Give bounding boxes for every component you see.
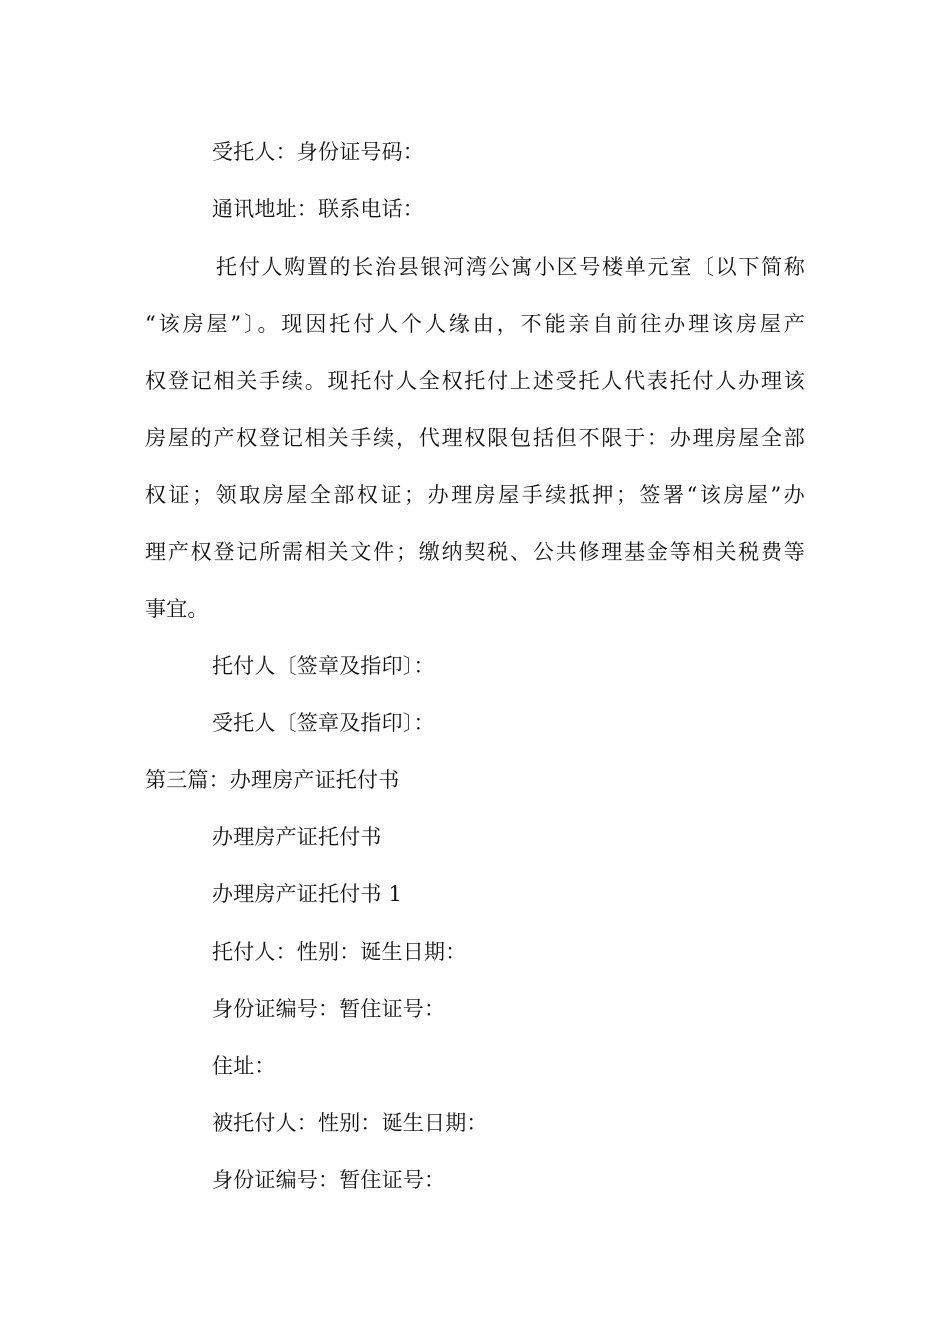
principal-info-line: 托付人：性别：诞生日期： (212, 940, 467, 964)
paragraph-line-7: 事宜。 (145, 597, 209, 621)
principal-signature-line: 托付人〔签章及指印〕： (212, 654, 435, 678)
agent-info-line: 被托付人：性别：诞生日期： (212, 1111, 488, 1135)
principal-id-line: 身份证编号：暂住证号： (212, 997, 446, 1021)
trustee-signature-line: 受托人〔签章及指印〕： (212, 711, 435, 735)
principal-address-line: 住址： (212, 1054, 276, 1078)
address-phone-line: 通讯地址：联系电话： (212, 197, 424, 221)
trustee-id-line: 受托人：身份证号码： (212, 140, 424, 164)
paragraph-line-6: 理产权登记所需相关文件；缴纳契税、公共修理基金等相关税费等 (145, 540, 805, 564)
paragraph-line-1: 托付人购置的长治县银河湾公寓小区号楼单元室〔以下简称 (216, 255, 805, 279)
paragraph-line-3: 权登记相关手续。现托付人全权托付上述受托人代表托付人办理该 (145, 369, 805, 393)
paragraph-line-4: 房屋的产权登记相关手续，代理权限包括但不限于：办理房屋全部 (145, 426, 805, 450)
paragraph-line-5: 权证；领取房屋全部权证；办理房屋手续抵押；签署“该房屋”办 (145, 483, 805, 507)
agent-id-line: 身份证编号：暂住证号： (212, 1168, 446, 1192)
paragraph-line-2: “该房屋”〕。现因托付人个人缘由，不能亲自前往办理该房屋产 (145, 312, 805, 336)
section-heading: 第三篇：办理房产证托付书 (145, 768, 400, 792)
document-subtitle: 办理房产证托付书 1 (212, 882, 403, 906)
document-title: 办理房产证托付书 (212, 825, 382, 849)
